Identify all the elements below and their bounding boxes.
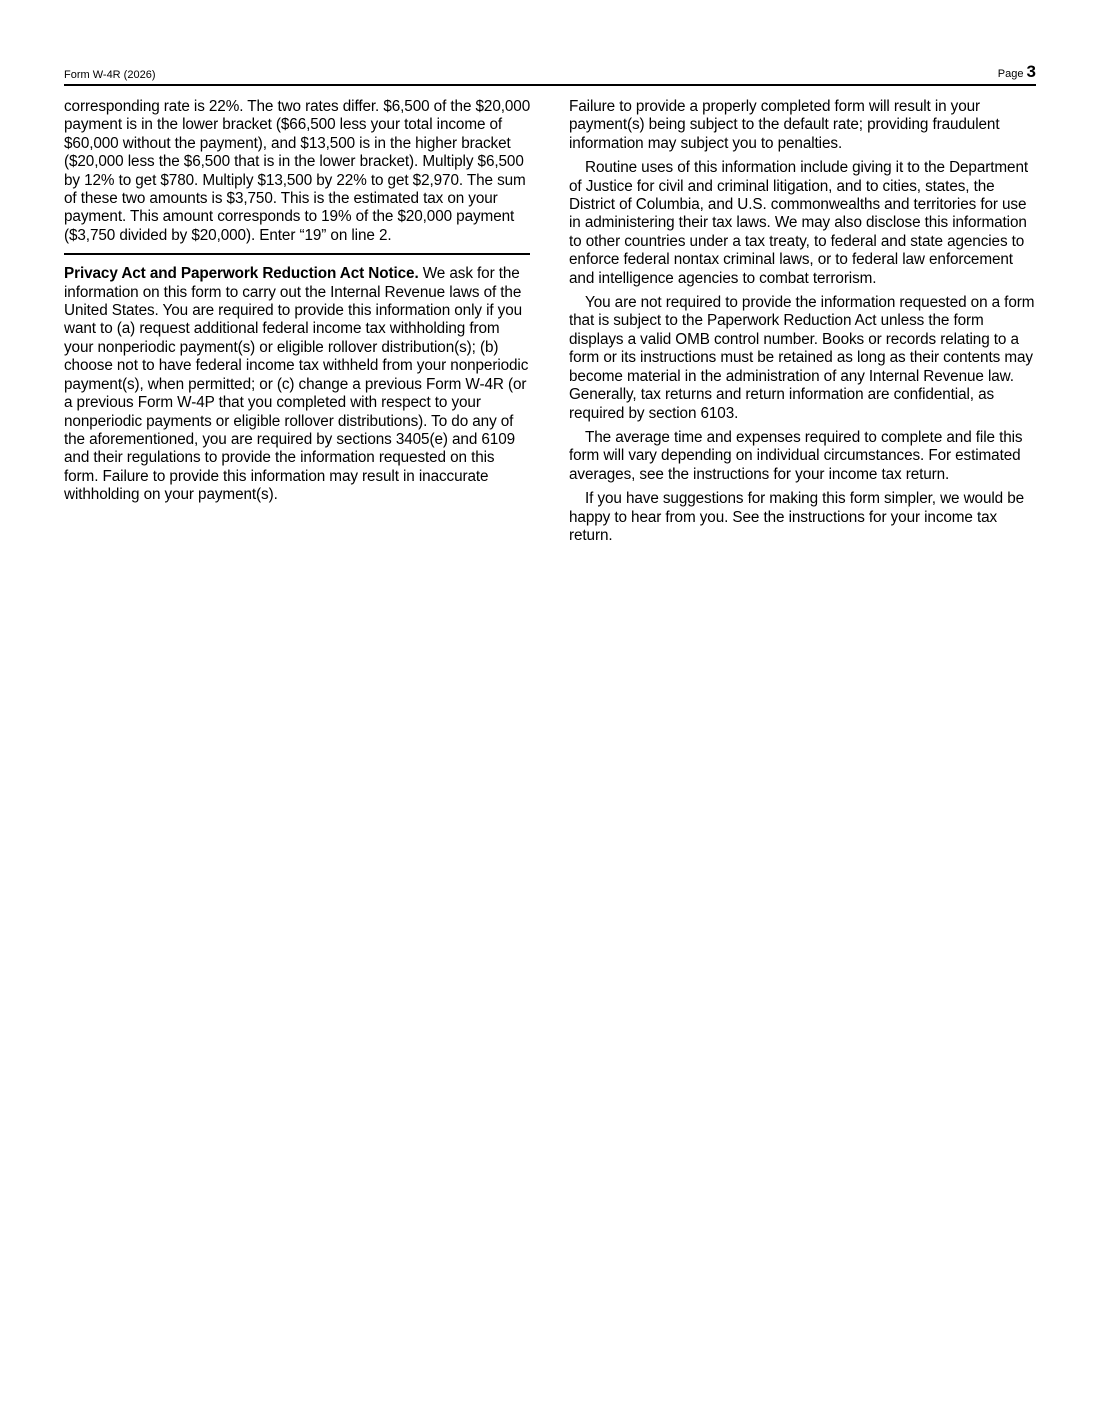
time-expenses-paragraph: The average time and expenses required to complete and file this form will vary depending on individual circumstances. For estimated averages, see the instructions for your income tax return.	[569, 428, 1023, 483]
failure-paragraph: Failure to provide a properly completed form will result in your payment(s) being subject to the default rate; providing fraudulent information may subject you to penalties.	[569, 98, 1000, 152]
privacy-act-paragraph	[64, 265, 532, 504]
section-divider	[64, 253, 530, 255]
example-continued-paragraph: corresponding rate is 22%. The two rates differ. $6,500 of the $20,000 payment is in the lower bracket ($66,500 less your total income of $60,000 without the payment), and $13,500 is in the higher bracket ($20,000 less the $6,500 that is in the lower bracket). Multiply $6,500 by 12% to get $780. Multiply $13,500 by 22% to get $2,970. The sum of these two amounts is $3,750. This is the estimated tax on your payment. This amount corresponds to 19% of the $20,000 payment ($3,750 divided by $20,000). Enter “19” on line 2.	[64, 98, 531, 244]
suggestions-paragraph: If you have suggestions for making this form simpler, we would be happy to hear from you. See the instructions for your income tax return.	[569, 490, 1025, 544]
page-label: Page	[997, 68, 1024, 80]
page-number: 3	[1026, 62, 1036, 81]
privacy-act-heading: Privacy Act and Paperwork Reduction Act Notice.	[64, 265, 419, 283]
routine-uses-paragraph: Routine uses of this information include giving it to the Department of Justice for civil and criminal litigation, and to cities, states, the District of Columbia, and U.S. commonwealths and territories for use in administering their tax laws. We may also disclose this information to other countries under a tax treaty, to federal and state agencies to enforce federal nontax criminal laws, or to federal law enforcement and intelligence agencies to combat terrorism.	[569, 159, 1029, 287]
form-name: Form W-4R (2026)	[64, 69, 156, 81]
page-header	[64, 62, 1036, 86]
left-column	[64, 98, 532, 505]
omb-paragraph: You are not required to provide the information requested on a form that is subject to the Paperwork Reduction Act unless the form displays a valid OMB control number. Books or records relating to a form or its instructions must be retained as long as their contents may become material in the administration of any Internal Revenue law. Generally, tax returns and return information are confidential, as required by section 6103.	[569, 294, 1035, 422]
privacy-act-text: We ask for the information on this form to carry out the Internal Revenue laws of the United States. You are required to provide this information only if you want to (a) request additional federal income tax withholding from your nonperiodic payment(s) or eligible rollover distribution(s); (b) choose not to have federal income tax withheld from your nonperiodic payment(s), when permitted; or (c) change a previous Form W-4R (or a previous Form W-4P that you completed with respect to your nonperiodic payments or eligible rollover distributions). To do any of the aforementioned, you are required by sections 3405(e) and 6109 and their regulations to provide the information requested on this form. Failure to provide this information may result in inaccurate withholding on your payment(s).	[64, 265, 529, 504]
right-column	[569, 98, 1037, 545]
page-number-label	[998, 62, 1036, 82]
